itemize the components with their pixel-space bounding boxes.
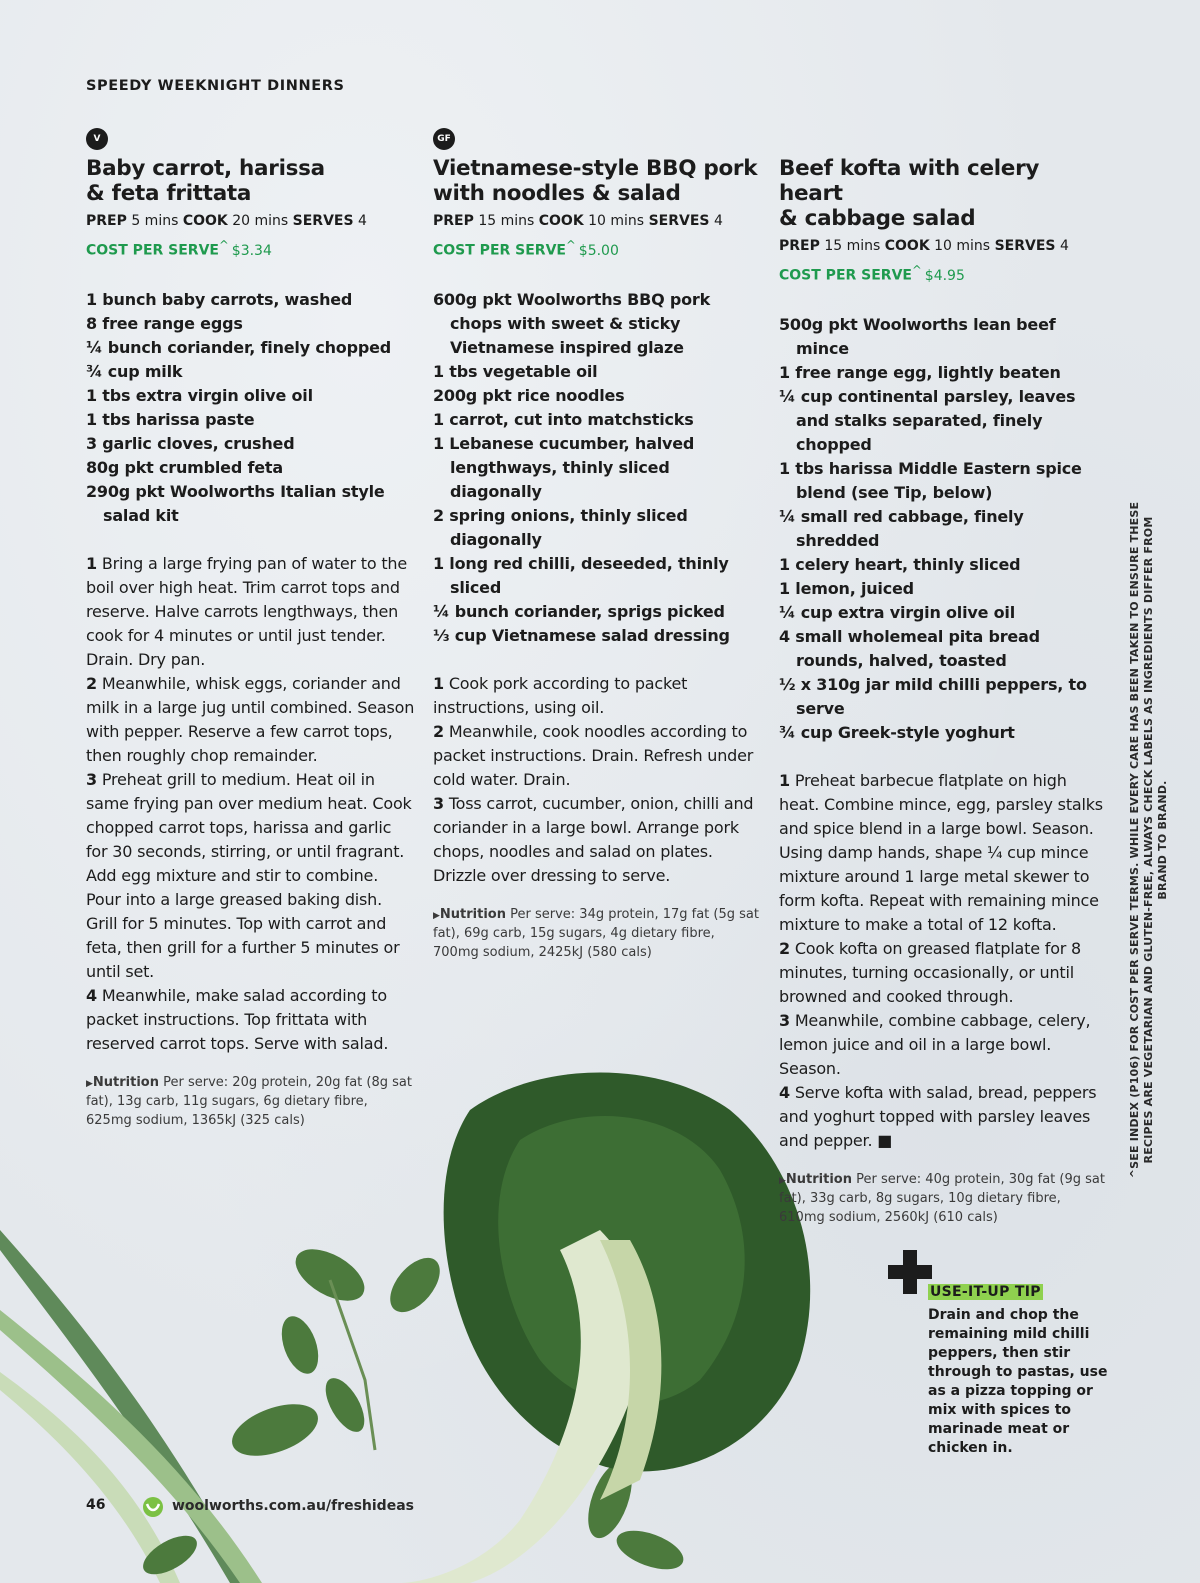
method-steps <box>433 672 763 888</box>
prep-label: PREP <box>433 213 474 229</box>
ingredient-item: 3 garlic cloves, crushed <box>86 433 295 453</box>
cost-label: COST PER SERVE <box>779 267 912 284</box>
step-text: Meanwhile, cook noodles according to packet instructions. Drain. Refresh under cold water. Drain. <box>433 721 754 789</box>
ingredient-item: 1 Lebanese cucumber, halved lengthways, thinly sliced diagonally <box>433 433 695 501</box>
recipe-title-line2: with noodles & salad <box>433 181 681 206</box>
ingredient-item: ¼ bunch coriander, sprigs picked <box>433 601 725 621</box>
ingredient-item: 2 spring onions, thinly sliced diagonally <box>433 505 688 549</box>
ingredient-item: 500g pkt Woolworths lean beef mince <box>779 314 1056 358</box>
ingredient-item: ¼ small red cabbage, finely shredded <box>779 506 1024 550</box>
step-number: 4 <box>779 1082 790 1102</box>
step-number: 1 <box>779 770 790 790</box>
cook-label: COOK <box>538 213 584 229</box>
recipe-title-line2: & feta frittata <box>86 181 252 206</box>
ingredient-item: 80g pkt crumbled feta <box>86 457 283 477</box>
cost-per-serve <box>86 236 416 260</box>
plus-icon <box>888 1250 932 1294</box>
step-number: 2 <box>86 673 97 693</box>
ingredient-item: ⅓ cup Vietnamese salad dressing <box>433 625 730 645</box>
method-step <box>86 768 416 984</box>
serves-count: 4 <box>713 213 723 229</box>
cost-footnote-mark: ^ <box>219 238 229 252</box>
step-number: 4 <box>86 985 97 1005</box>
nutrition-info <box>779 1171 1109 1228</box>
ingredient-item: 1 tbs vegetable oil <box>433 361 598 381</box>
ingredient-list <box>86 288 416 528</box>
method-step <box>779 937 1109 1009</box>
cook-label: COOK <box>182 213 228 229</box>
cost-value: $5.00 <box>578 242 619 259</box>
woolworths-logo-icon <box>142 1496 164 1518</box>
cost-label: COST PER SERVE <box>433 242 566 259</box>
cook-time: 10 mins <box>934 238 991 254</box>
step-text: Cook kofta on greased flatplate for 8 minutes, turning occasionally, or until browned and cooked through. <box>779 938 1082 1006</box>
gluten-free-badge-icon: GF <box>433 128 455 150</box>
ingredient-item: 290g pkt Woolworths Italian style salad kit <box>86 481 385 525</box>
ingredient-item: ¼ cup extra virgin olive oil <box>779 602 1015 622</box>
ingredient-item: 1 bunch baby carrots, washed <box>86 289 353 309</box>
step-text: Preheat grill to medium. Heat oil in same frying pan over medium heat. Cook chopped carrot tops, harissa and garlic for 30 seconds, stirring, or until fragrant. Add egg mixture and stir to combine. Pour into a large greased baking dish. Grill for 5 minutes. Top with carrot and feta, then grill for a further 5 minutes or until set. <box>86 769 412 981</box>
method-step <box>779 1009 1109 1081</box>
cost-footnote-mark: ^ <box>566 238 576 252</box>
ingredient-item: ¾ cup milk <box>86 361 183 381</box>
arrow-right-icon: ▶ <box>86 1078 93 1089</box>
method-step <box>86 984 416 1056</box>
recipe-title <box>433 156 763 206</box>
serves-count: 4 <box>1059 238 1069 254</box>
ingredient-item: 1 free range egg, lightly beaten <box>779 362 1061 382</box>
ingredient-item: 4 small wholemeal pita bread rounds, halved, toasted <box>779 626 1040 670</box>
ingredient-item: 1 tbs harissa Middle Eastern spice blend (see Tip, below) <box>779 458 1082 502</box>
recipe-column-frittata <box>86 128 416 1130</box>
ingredient-item: ¼ cup continental parsley, leaves and stalks separated, finely chopped <box>779 386 1076 454</box>
cost-value: $4.95 <box>924 267 965 284</box>
method-step <box>779 769 1109 937</box>
prep-time: 5 mins <box>131 213 179 229</box>
step-number: 1 <box>86 553 97 573</box>
recipe-meta <box>86 212 416 230</box>
method-step <box>86 552 416 672</box>
step-text: Bring a large frying pan of water to the boil over high heat. Trim carrot tops and reserve. Halve carrots lengthways, then cook for 4 minutes or until just tender. Drain. Dry pan. <box>86 553 408 669</box>
sidebar-disclaimer: ^SEE INDEX (P106) FOR COST PER SERVE TERMS. WHILE EVERY CARE HAS BEEN TAKEN TO ENSURE THESE RECIPES ARE VEGETARIAN AND GLUTEN-FREE, ALWAYS CHECK LABELS AS INGREDIENTS DIFFER FROM BRAND TO BRAND. <box>1128 501 1169 1179</box>
recipe-column-bbq-pork <box>433 128 763 962</box>
step-text: Meanwhile, make salad according to packet instructions. Top frittata with reserved carrot tops. Serve with salad. <box>86 985 389 1053</box>
badge-placeholder <box>779 128 801 150</box>
ingredient-item: 1 lemon, juiced <box>779 578 914 598</box>
nutrition-label: Nutrition <box>785 1171 852 1187</box>
method-step <box>779 1081 1109 1153</box>
ingredient-item: ¾ cup Greek-style yoghurt <box>779 722 1015 742</box>
method-step <box>433 792 763 888</box>
step-number: 3 <box>86 769 97 789</box>
ingredient-item: 1 tbs harissa paste <box>86 409 255 429</box>
serves-label: SERVES <box>292 213 354 229</box>
ingredient-item: 1 long red chilli, deseeded, thinly sliced <box>433 553 729 597</box>
ingredient-item: 8 free range eggs <box>86 313 243 333</box>
step-text: Cook pork according to packet instructions, using oil. <box>433 673 688 717</box>
nutrition-info <box>86 1074 416 1131</box>
cost-per-serve <box>433 236 763 260</box>
step-number: 3 <box>779 1010 790 1030</box>
cook-time: 20 mins <box>232 213 289 229</box>
ingredient-item: ¼ bunch coriander, finely chopped <box>86 337 391 357</box>
ingredient-item: 600g pkt Woolworths BBQ pork chops with sweet & sticky Vietnamese inspired glaze <box>433 289 711 357</box>
cook-label: COOK <box>884 238 930 254</box>
ingredient-list <box>433 288 763 648</box>
step-text: Serve kofta with salad, bread, peppers and yoghurt topped with parsley leaves and pepper. ■ <box>779 1082 1097 1150</box>
nutrition-label: Nutrition <box>439 906 506 922</box>
recipe-title-line1: Beef kofta with celery heart <box>779 156 1040 206</box>
method-steps <box>779 769 1109 1153</box>
arrow-right-icon: ▶ <box>433 910 440 921</box>
cost-value: $3.34 <box>231 242 272 259</box>
step-number: 2 <box>433 721 444 741</box>
recipe-title <box>779 156 1109 231</box>
step-number: 2 <box>779 938 790 958</box>
ingredient-item: 1 celery heart, thinly sliced <box>779 554 1021 574</box>
ingredient-list <box>779 313 1109 745</box>
ingredient-item: 1 carrot, cut into matchsticks <box>433 409 694 429</box>
step-text: Toss carrot, cucumber, onion, chilli and coriander in a large bowl. Arrange pork chops, noodles and salad on plates. Drizzle over dressing to serve. <box>433 793 754 885</box>
method-step <box>433 720 763 792</box>
recipe-column-beef-kofta <box>779 128 1109 1227</box>
tip-body: Drain and chop the remaining mild chilli peppers, then stir through to pastas, use as a pizza topping or mix with spices to marinade meat or chicken in. <box>928 1307 1108 1456</box>
vegetarian-badge-icon: V <box>86 128 108 150</box>
serves-count: 4 <box>358 213 367 229</box>
ingredient-item: 200g pkt rice noodles <box>433 385 625 405</box>
cost-per-serve <box>779 261 1109 285</box>
recipe-title-line1: Vietnamese-style BBQ pork <box>433 156 758 181</box>
prep-label: PREP <box>779 238 820 254</box>
nutrition-text: Per serve: 34g protein, 17g fat (5g sat fat), 69g carb, 15g sugars, 4g dietary fibre, 700mg sodium, 2425kJ (580 cals) <box>433 906 759 960</box>
prep-time: 15 mins <box>478 213 535 229</box>
cost-label: COST PER SERVE <box>86 242 219 259</box>
prep-label: PREP <box>86 213 127 229</box>
method-step <box>86 672 416 768</box>
section-kicker: SPEEDY WEEKNIGHT DINNERS <box>86 78 345 94</box>
step-text: Preheat barbecue flatplate on high heat. Combine mince, egg, parsley stalks and spice blend in a large bowl. Season. Using damp hands, shape ¼ cup mince mixture around 1 large metal skewer to form kofta. Repeat with remaining mince mixture to make a total of 12 kofta. <box>779 770 1103 934</box>
footer-url[interactable]: woolworths.com.au/freshideas <box>172 1498 414 1514</box>
serves-label: SERVES <box>648 213 710 229</box>
step-number: 1 <box>433 673 444 693</box>
nutrition-text: Per serve: 20g protein, 20g fat (8g sat fat), 13g carb, 11g sugars, 6g dietary fibre, 625mg sodium, 1365kJ (325 cals) <box>86 1074 412 1128</box>
nutrition-text: Per serve: 40g protein, 30g fat (9g sat fat), 33g carb, 8g sugars, 10g dietary fibre, 610mg sodium, 2560kJ (610 cals) <box>779 1171 1105 1225</box>
arrow-right-icon: ▶ <box>779 1175 786 1186</box>
method-step <box>433 672 763 720</box>
method-steps <box>86 552 416 1056</box>
recipe-meta <box>433 212 763 230</box>
page-number: 46 <box>86 1497 106 1513</box>
nutrition-info <box>433 906 763 963</box>
cook-time: 10 mins <box>588 213 645 229</box>
step-number: 3 <box>433 793 444 813</box>
recipe-meta <box>779 237 1109 255</box>
recipe-title-line2: & cabbage salad <box>779 206 976 231</box>
cost-footnote-mark: ^ <box>912 263 922 277</box>
tip-title: USE-IT-UP TIP <box>930 1284 1041 1300</box>
prep-time: 15 mins <box>824 238 881 254</box>
serves-label: SERVES <box>994 238 1056 254</box>
step-text: Meanwhile, whisk eggs, coriander and milk in a large jug until combined. Season with pepper. Reserve a few carrot tops, then roughly chop remainder. <box>86 673 415 765</box>
nutrition-label: Nutrition <box>92 1074 159 1090</box>
ingredient-item: ½ x 310g jar mild chilli peppers, to serve <box>779 674 1087 718</box>
recipe-title <box>86 156 416 206</box>
recipe-title-line1: Baby carrot, harissa <box>86 156 325 181</box>
ingredient-item: 1 tbs extra virgin olive oil <box>86 385 313 405</box>
step-text: Meanwhile, combine cabbage, celery, lemon juice and oil in a large bowl. Season. <box>779 1010 1091 1078</box>
